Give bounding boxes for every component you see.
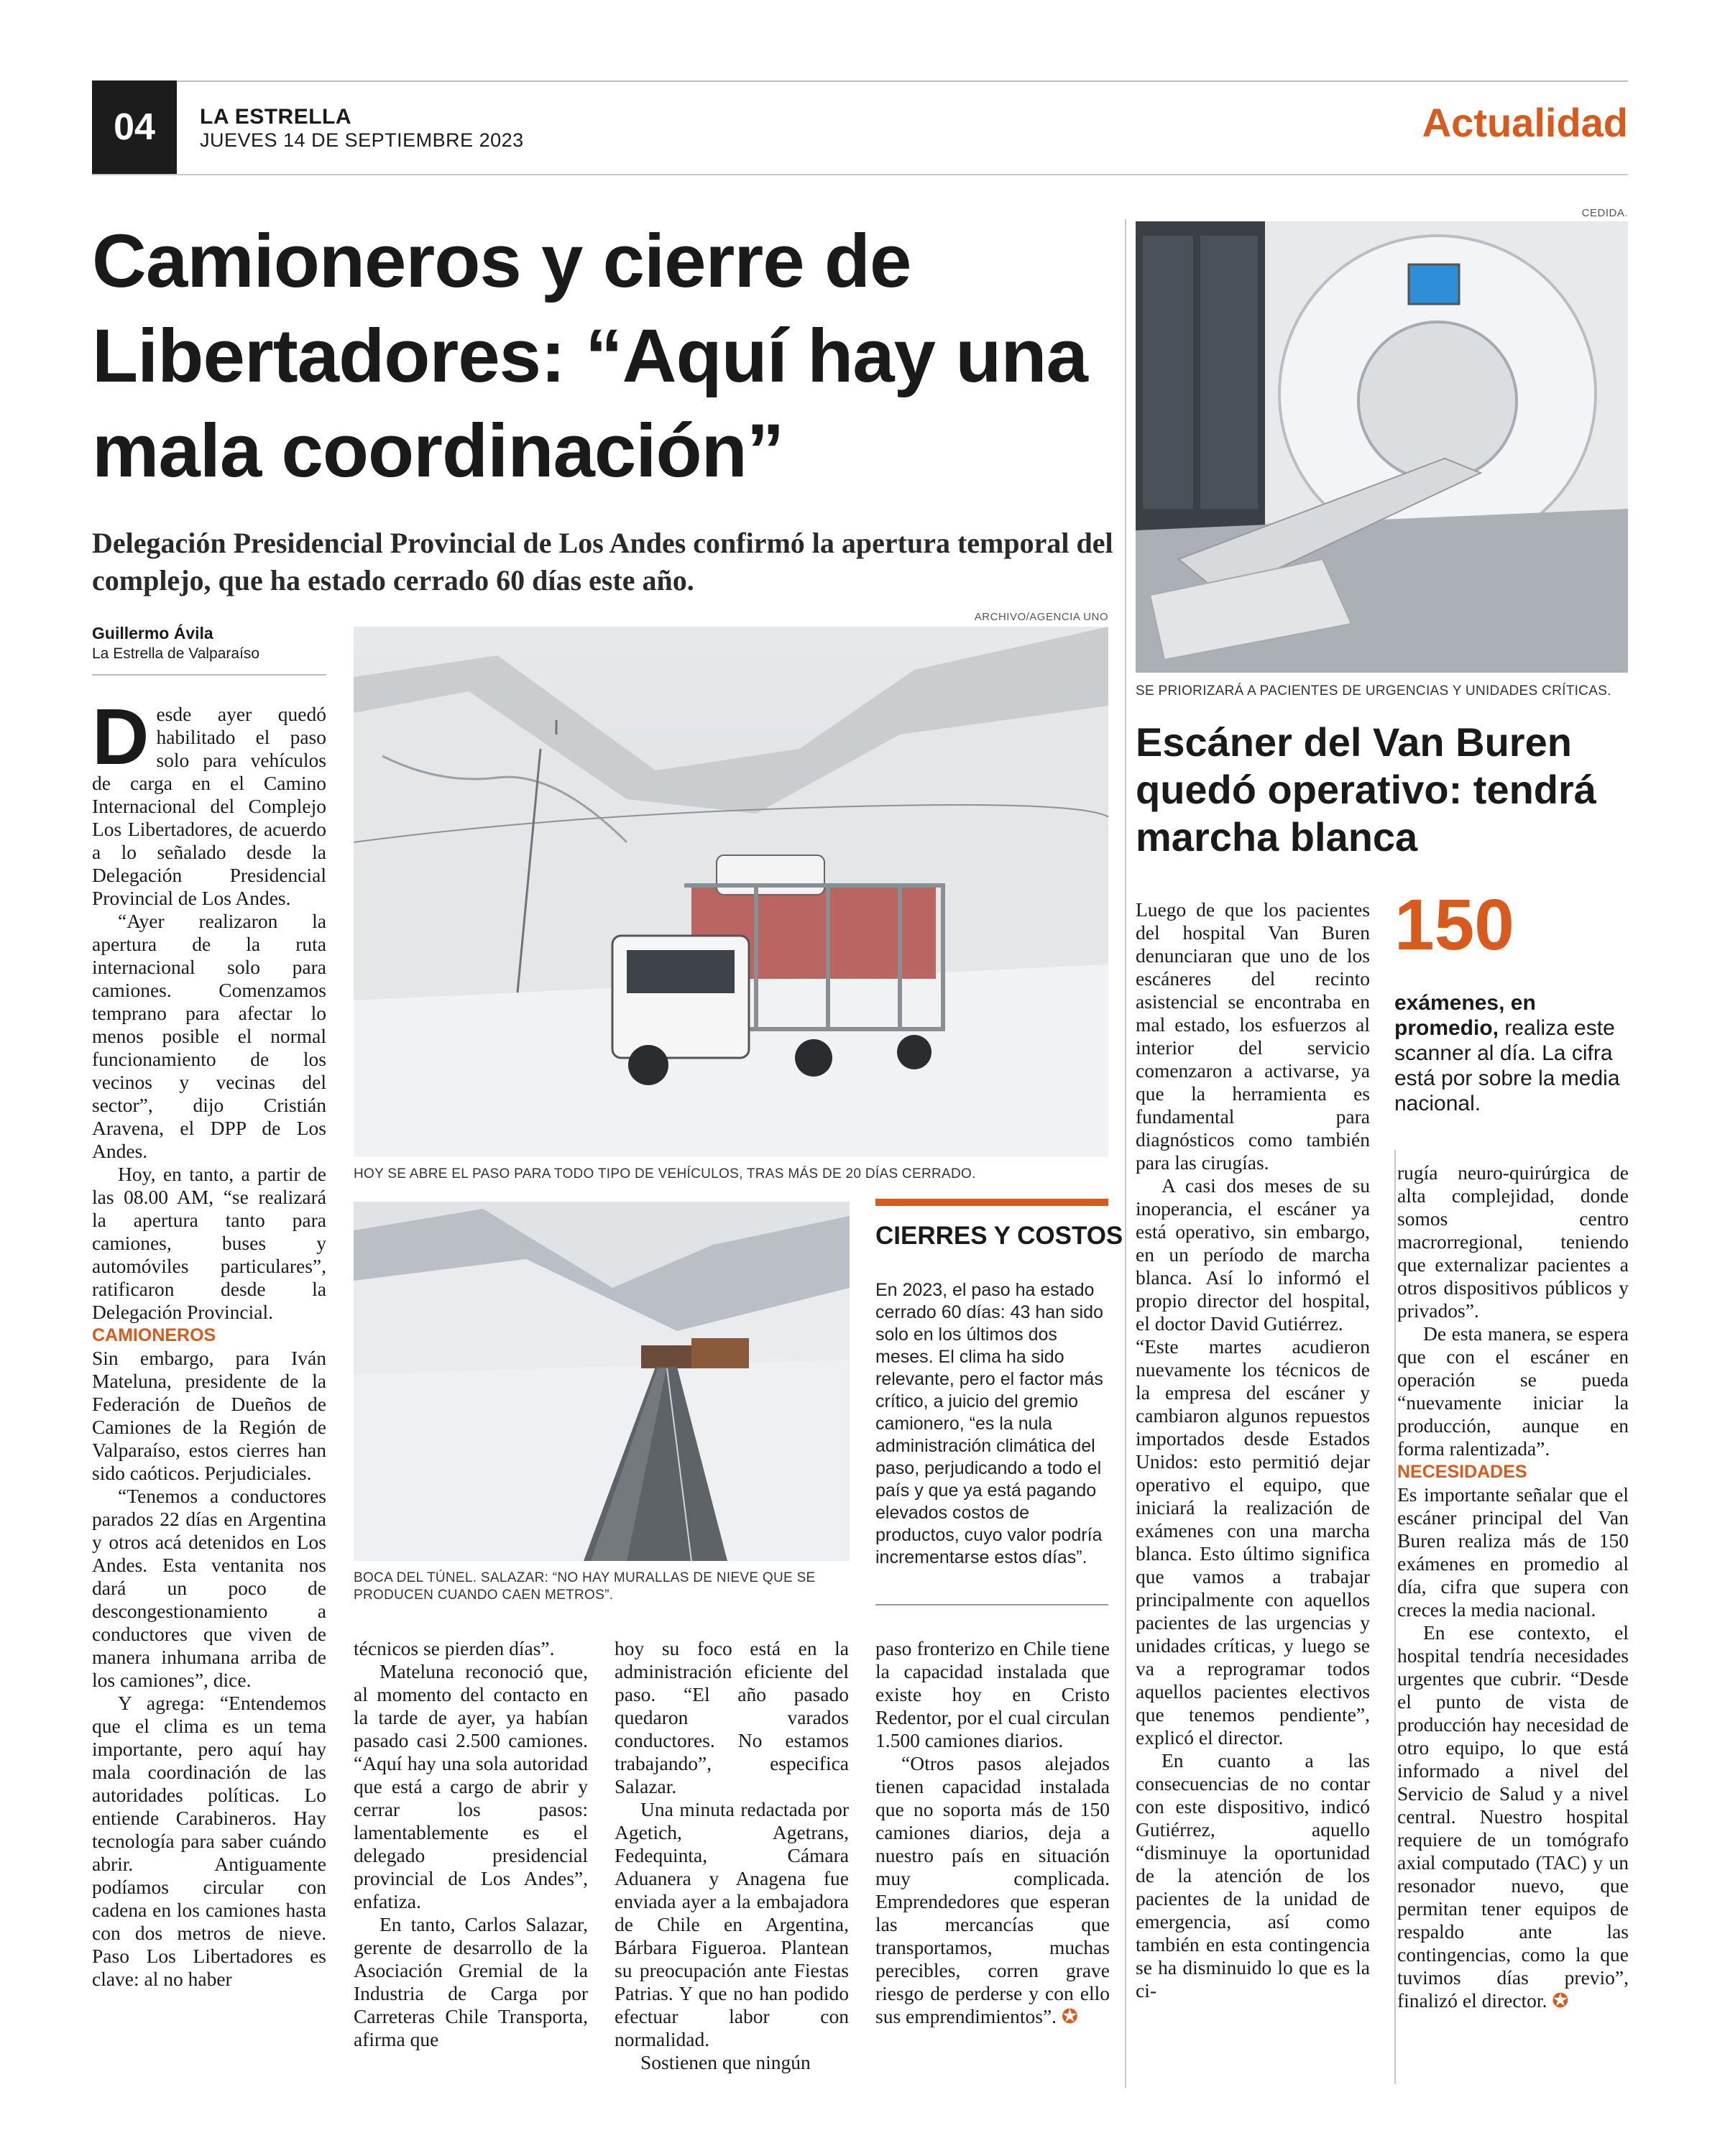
issue-date: JUEVES 14 DE SEPTIEMBRE 2023 (200, 129, 524, 151)
right-column-a (1136, 898, 1370, 2002)
page-number: 04 (92, 80, 177, 174)
section-label: Actualidad (1422, 100, 1628, 145)
stat-bold: exámenes, en promedio, (1394, 991, 1536, 1040)
photo3-caption: SE PRIORIZARÁ A PACIENTES DE URGENCIAS Y UNIDADES CRÍTICAS. (1136, 683, 1611, 699)
right-paragraph: En cuanto a las consecuencias de no contar con este dispositivo, indicó Gutiérrez, aquello “disminuye la oportunidad de la atención de los pacientes de la unidad de emergencia, así como también en esta contingencia se ha disminuido lo que es la ci- (1136, 1749, 1370, 2001)
newspaper-name: LA ESTRELLA (200, 105, 352, 129)
truck-snow-photo (354, 627, 1108, 1157)
tunnel-road-illustration (354, 1202, 850, 1561)
col4-paragraph: “Otros pasos alejados tienen capacidad instalada que no soporta más de 150 camiones diarios, deja a nuestro país en situación muy complicada. Emprendedores que esperan las mercancías que transportamos, muchas perecibles, corren grave riesgo de perderse y con ello sus emprendimientos”. (875, 1752, 1110, 2027)
stat-number: 150 (1394, 885, 1514, 965)
tunnel-road-photo (354, 1202, 850, 1561)
main-column-1 (92, 693, 326, 1991)
main-column-2 (354, 1637, 588, 2051)
top-rule (92, 80, 1628, 82)
byline-outlet: La Estrella de Valparaíso (92, 645, 260, 662)
main-headline: Camioneros y cierre de Libertadores: “Aquí hay una mala coordinación” (92, 219, 1087, 493)
col1-paragraph: Y agrega: “Entendemos que el clima es un tema importante, pero aquí hay mala coordinación de las autoridades políticas. Lo entiende Carabineros. Hay tecnología para saber cuándo abrir. Antiguamente podíamos circular con cadena en los camiones hasta con dos metros de nieve. Paso Los Libertadores es clave: al no haber (92, 1692, 326, 1990)
byline-author: Guillermo Ávila (92, 624, 213, 642)
main-column-3 (615, 1637, 849, 2074)
photo1-caption: HOY SE ABRE EL PASO PARA TODO TIPO DE VEHÍCULOS, TRAS MÁS DE 20 DÍAS CERRADO. (354, 1166, 976, 1181)
col1-lead: esde ayer quedó habilitado el paso solo para vehículos de carga en el Camino Internacional del Complejo Los Libertadores, de acuerdo a lo señalado desde la Delegación Presidencial Provincial de Los Andes. (92, 703, 326, 909)
col2-paragraph: técnicos se pierden días”. (354, 1637, 555, 1659)
col1-paragraph: “Ayer realizaron la apertura de la ruta internacional solo para camiones. Comenzamos temprano para afectar lo menos posible el normal funcionamiento de los vecinos y vecinas del sector”, dijo Cristián Aravena, el DPP de Los Andes. (92, 910, 326, 1162)
right-paragraph: Luego de que los pacientes del hospital Van Buren denunciaran que uno de los escáneres del recinto asistencial se encontraba en mal estado, los esfuerzos al interior del servicio comenzaron a activarse, ya que la herramienta es fundamental para diagnósticos como también para las cirugías. (1136, 898, 1370, 1174)
main-deck: Delegación Presidencial Provincial de Los Andes confirmó la apertura temporal del complejo, que ha estado cerrado 60 días este año. (92, 527, 1113, 596)
end-mark-icon: ✪ (1552, 1989, 1569, 2012)
photo1-credit: ARCHIVO/AGENCIA UNO (974, 611, 1108, 623)
col3-paragraph: Una minuta redactada por Agetich, Agetrans, Fedequinta, Cámara Aduanera y Anagena fue enviada ayer a la embajadora de Chile en Argentina, Bárbara Figueroa. Plantean su preocupación ante Fiestas Patrias. Y que no han podido efectuar labor con normalidad. (615, 1798, 849, 2050)
sidebar-rule (875, 1604, 1108, 1606)
end-mark-icon: ✪ (1061, 2005, 1078, 2027)
main-column-4 (875, 1637, 1110, 2028)
right-paragraph: “Este martes acudieron nuevamente los técnicos de la empresa del escáner y cambiaron algunos repuestos importados desde Estados Unidos: esto permitió dejar operativo el equipo, que iniciará la realización de exámenes con una marcha blanca. Esto último significa que vamos a trabajar principalmente con aquellos pacientes de las urgencias y unidades críticas, y luego se va a reprogramar todos aquellos pacientes electivos que tenemos pendiente”, explicó el director. (1136, 1335, 1370, 1749)
photo2-caption: BOCA DEL TÚNEL. SALAZAR: “NO HAY MURALLAS DE NIEVE QUE SE PRODUCEN CUANDO CAEN METROS”. (354, 1570, 816, 1603)
right-paragraph: En ese contexto, el hospital tendría necesidades urgentes que cubrir. “Desde el punto de vista de producción hay necesidad de otro equipo, lo que está informado a nivel del Servicio de Salud y a nivel central. Nuestro hospital requiere de un tomógrafo axial computado (TAC) y un resonador nuevo, que permitan tener equipos de respaldo ante las contingencias, como la que tuvimos días previo”, finalizó el director. (1397, 1621, 1629, 2012)
col3-paragraph: hoy su foco está en la administración eficiente del paso. “El año pasado quedaron varados conductores. No estamos trabajando”, especifica Salazar. (615, 1637, 849, 1797)
right-paragraph: rugía neuro-quirúrgica de alta complejidad, donde somos centro macrorregional, teniendo que externalizar pacientes a otros dispositivos públicos y privados”. (1397, 1161, 1629, 1322)
col3-paragraph: Sostienen que ningún (640, 2051, 811, 2073)
stat-rest: realiza este scanner al día. La cifra está por sobre la media nacional. (1394, 1016, 1620, 1115)
dropcap: D (92, 693, 150, 781)
right-paragraph: Es importante señalar que el escáner principal del Van Buren realiza más de 150 exámenes en promedio al día, cifra que supera con creces la media nacional. (1397, 1483, 1629, 1621)
col1-paragraph: Sin embargo, para Iván Mateluna, presidente de la Federación de Dueños de Camiones de la Región de Valparaíso, estos cierres han sido caóticos. Perjudiciales. (92, 1347, 326, 1484)
column-divider (1394, 1150, 1396, 2084)
col1-paragraph: Hoy, en tanto, a partir de las 08.00 AM, “se realizará la apertura tanto para camiones, buses y automóviles particulares”, ratificaron desde la Delegación Provincial. (92, 1163, 326, 1323)
column-divider (1125, 219, 1126, 2088)
subhead-necesidades: NECESIDADES (1397, 1462, 1527, 1482)
right-story-title: Escáner del Van Buren quedó operativo: tendrá marcha blanca (1136, 719, 1596, 860)
stat-text (1394, 990, 1624, 1116)
subhead-camioneros: CAMIONEROS (92, 1325, 216, 1345)
ct-scanner-illustration (1136, 221, 1628, 673)
sidebar-title: CIERRES Y COSTOS (875, 1222, 1123, 1250)
sidebar-body: En 2023, el paso ha estado cerrado 60 días: 43 han sido solo en los últimos dos meses. El clima ha sido relevante, pero el factor más crítico, a juicio del gremio camionero, “es la nula administración climática del paso, perjudicando a todo el país y que ya está pagando elevados costos de productos, cuyo valor podría incrementarse estos días”. (875, 1280, 1103, 1567)
photo3-credit: CEDIDA. (1581, 207, 1628, 219)
right-column-b (1397, 1161, 1629, 2012)
byline-rule (92, 674, 326, 676)
col4-paragraph: paso fronterizo en Chile tiene la capacidad instalada que existe hoy en Cristo Redentor, por el cual circulan 1.500 camiones diarios. (875, 1637, 1110, 1751)
header-rule (92, 174, 1628, 175)
scanner-photo (1136, 221, 1628, 673)
truck-snow-illustration (354, 627, 1108, 1157)
right-paragraph: De esta manera, se espera que con el escáner en operación se pueda “nuevamente iniciar la producción, aunque en forma ralentizada”. (1397, 1322, 1629, 1460)
right-paragraph: A casi dos meses de su inoperancia, el escáner ya está operativo, sin embargo, en un período de marcha blanca. Así lo informó el propio director del hospital, el doctor David Gutiérrez. (1136, 1174, 1370, 1335)
sidebar-accent-bar (875, 1199, 1108, 1206)
col1-paragraph: “Tenemos a conductores parados 22 días en Argentina y otros acá detenidos en Los Andes. Esta ventanita nos dará un poco de descongestionamiento a conductores que viven de manera inhumana arriba de los camiones”, dice. (92, 1485, 326, 1691)
col2-paragraph: En tanto, Carlos Salazar, gerente de desarrollo de la Asociación Gremial de la Industria de Carga por Carreteras Chile Transporta, afirma que (354, 1913, 588, 2050)
col2-paragraph: Mateluna reconoció que, al momento del contacto en la tarde de ayer, ya habían pasado casi 2.500 camiones. “Aquí hay una sola autoridad que está a cargo de abrir y cerrar los pasos: lamentablemente es el delegado presidencial provincial de Los Andes”, enfatiza. (354, 1660, 588, 1912)
